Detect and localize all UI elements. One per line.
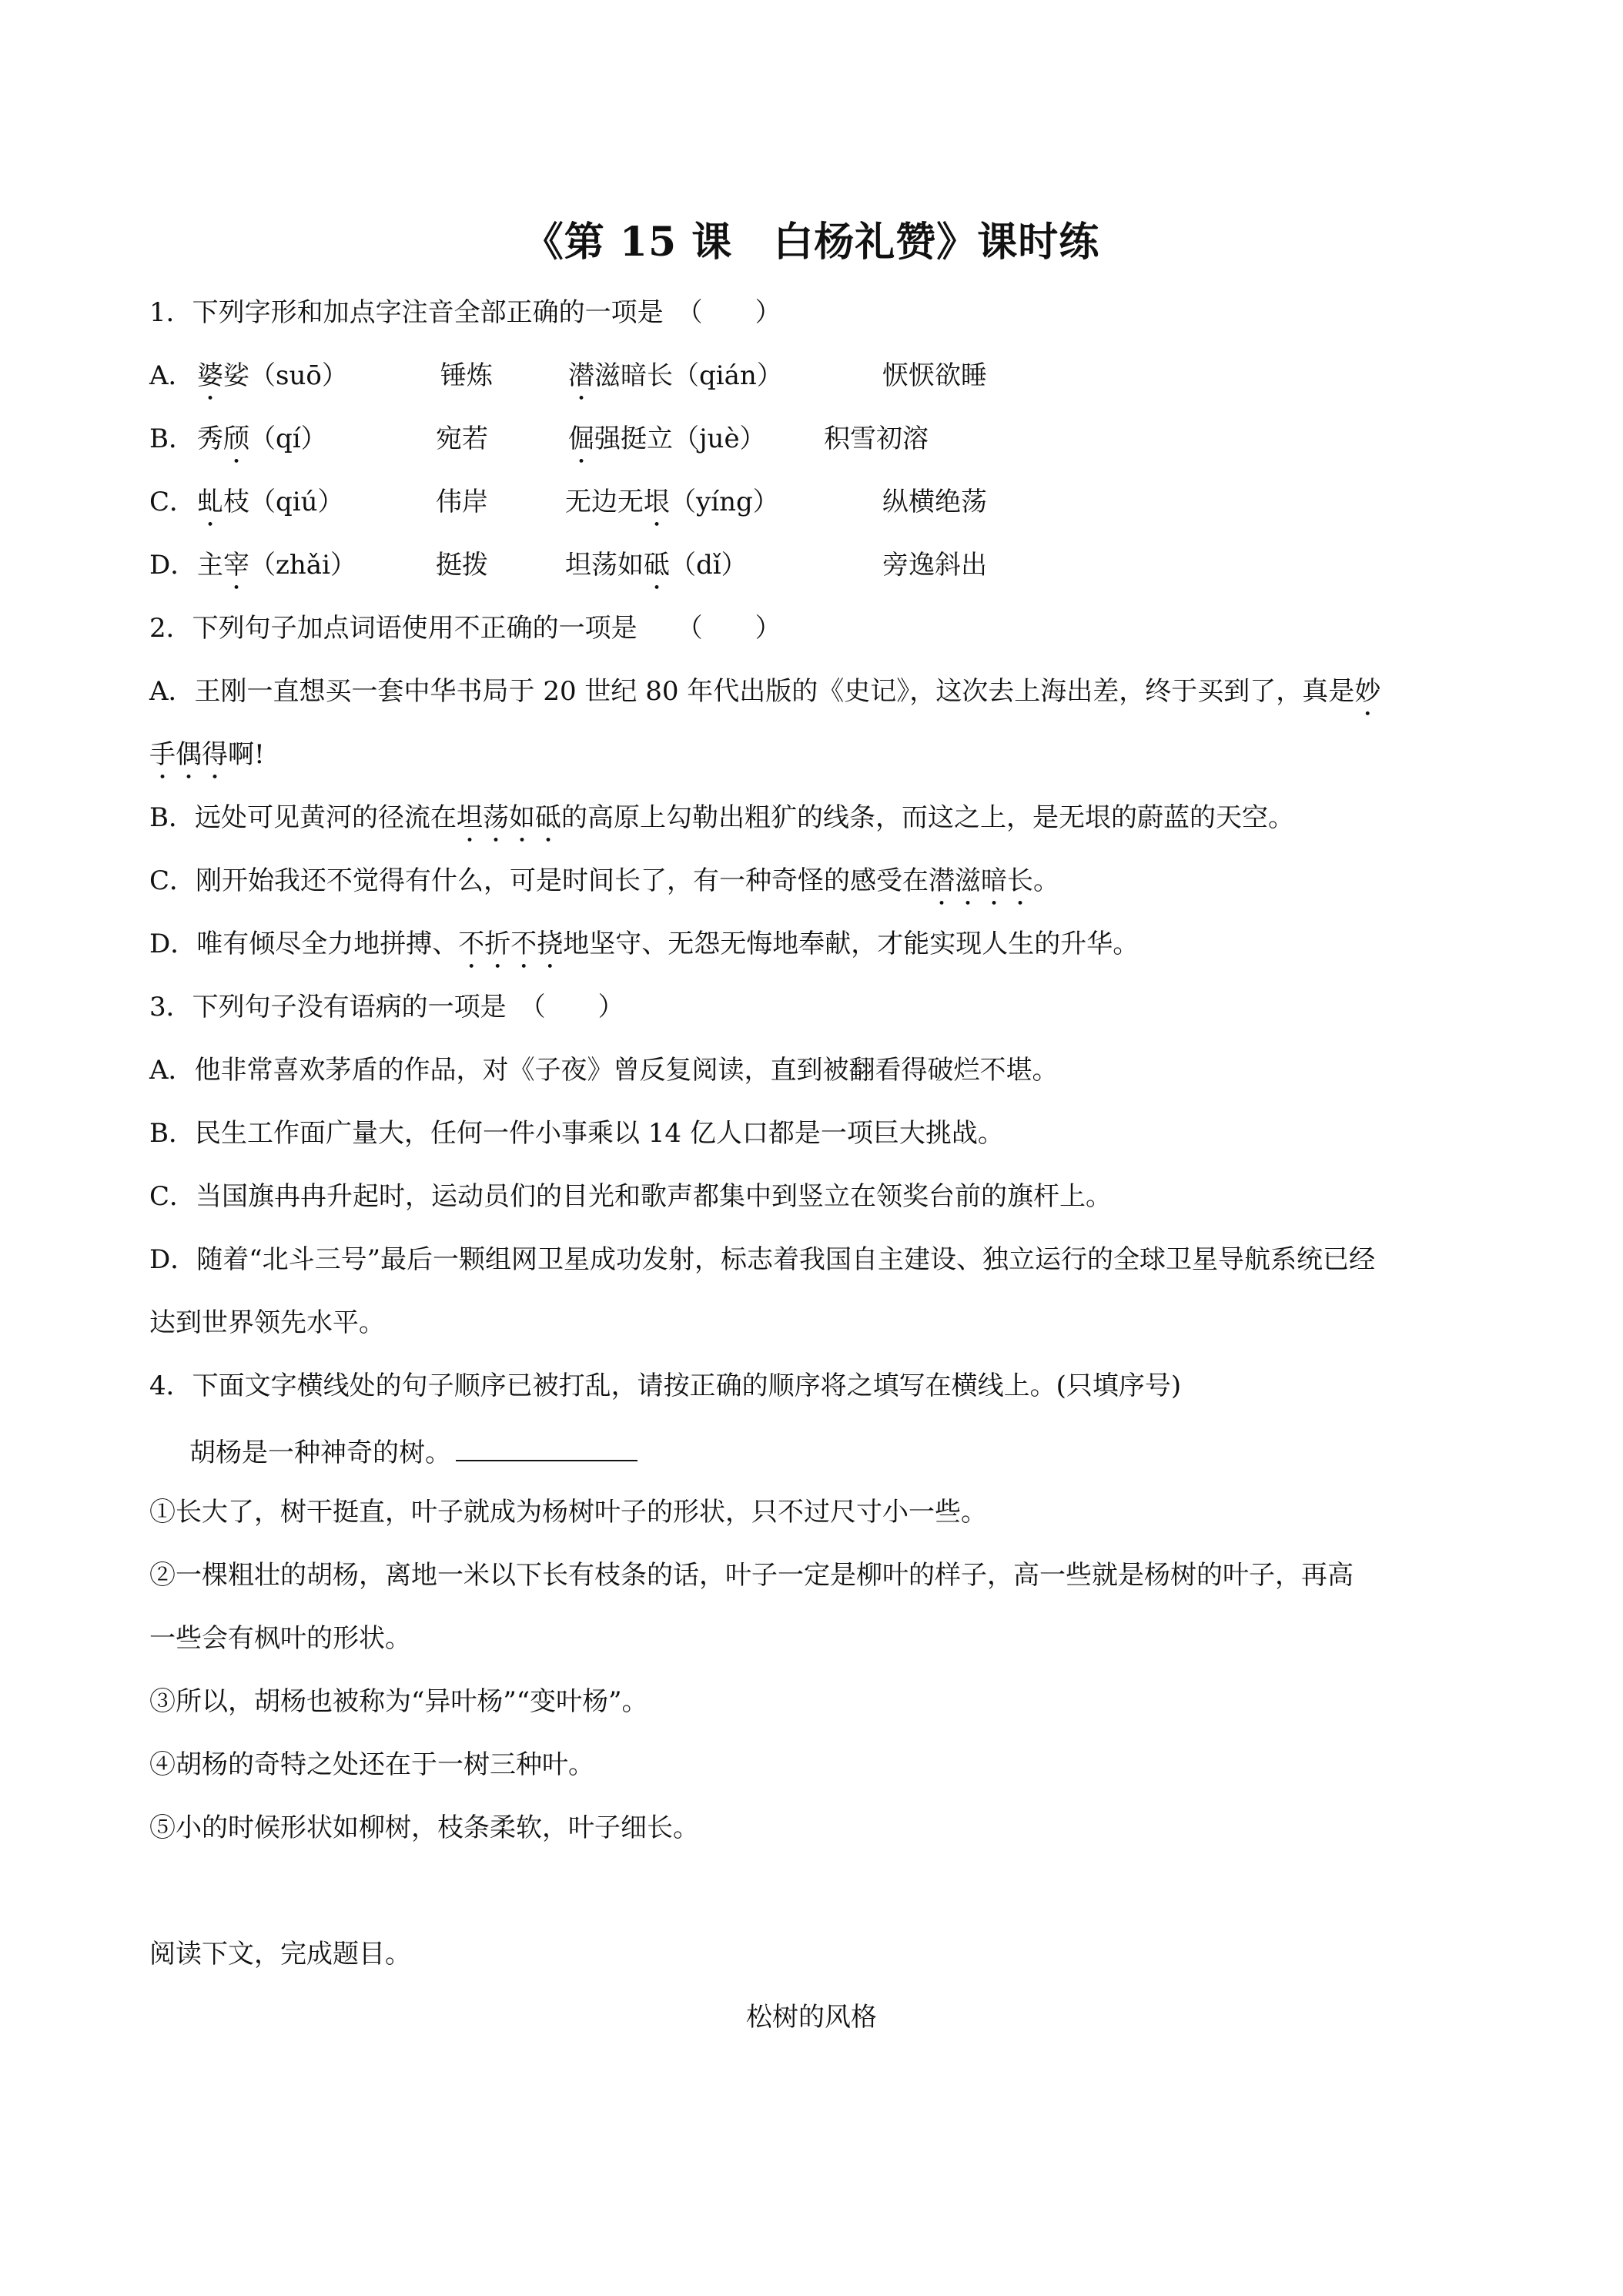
option-word-3: 倔强挺立（juè）	[568, 423, 766, 454]
option-word-3: 潜滋暗长（qián）	[568, 360, 783, 391]
dotted-char: 宰	[223, 550, 249, 581]
option-word-1: 婆娑（suō）	[197, 360, 348, 391]
q4-sentence-1: ①长大了，树干挺直，叶子就成为杨树叶子的形状，只不过尺寸小一些。	[149, 1497, 987, 1528]
option-word-2: 伟岸	[436, 487, 488, 517]
option-label: B．	[149, 423, 195, 454]
option-word-1: 秀颀（qí）	[197, 423, 327, 454]
q3-option-d-line2: 达到世界领先水平。	[149, 1307, 385, 1338]
q2-option-a-line1: A．王刚一直想买一套中华书局于 20 世纪 80 年代出版的《史记》，这次去上海出差，终于买到了，真是妙	[149, 676, 1381, 707]
option-word-4: 纵横绝荡	[882, 487, 987, 517]
reading-intro: 阅读下文，完成题目。	[149, 1939, 411, 1970]
q3-stem: 3．下列句子没有语病的一项是 （ ）	[149, 992, 624, 1022]
dotted-text: 不折不挠	[458, 929, 564, 959]
q4-sentence-4: ④胡杨的奇特之处还在于一树三种叶。	[149, 1749, 594, 1780]
option-word-1: 虬枝（qiú）	[197, 487, 344, 517]
q4-sentence-2-line2: 一些会有枫叶的形状。	[149, 1623, 411, 1654]
option-word-2: 锤炼	[440, 360, 493, 391]
q1-stem: 1．下列字形和加点字注音全部正确的一项是 （ ）	[149, 297, 781, 328]
dotted-text: 妙	[1354, 676, 1381, 707]
dotted-char: 砥	[644, 550, 670, 581]
dotted-text: 手偶得	[149, 739, 228, 770]
option-word-2: 宛若	[436, 423, 488, 454]
q1-option-d	[149, 548, 1535, 582]
option-word-4: 旁逸斜出	[882, 550, 987, 581]
q4-sentence-2-line1: ②一棵粗壮的胡杨，离地一米以下长有枝条的话，叶子一定是柳叶的样子，高一些就是杨树的叶子，再高	[149, 1560, 1354, 1591]
q4-sentence-3: ③所以，胡杨也被称为“异叶杨”“变叶杨”。	[149, 1686, 648, 1717]
option-word-3: 坦荡如砥（dǐ）	[565, 550, 748, 581]
dotted-char: 倔	[568, 423, 594, 454]
dotted-char: 婆	[197, 360, 223, 391]
q3-option-b: B．民生工作面广量大，任何一件小事乘以 14 亿人口都是一项巨大挑战。	[149, 1118, 1004, 1149]
option-label: D．	[149, 550, 197, 581]
option-label: A．	[149, 360, 195, 391]
option-label: C．	[149, 487, 196, 517]
dotted-char: 潜	[568, 360, 594, 391]
q2-option-a-line2: 手偶得啊!	[149, 739, 265, 770]
dotted-char: 垠	[644, 487, 670, 517]
option-word-4: 恹恹欲睡	[882, 360, 987, 391]
option-word-2: 挺拨	[436, 550, 488, 581]
q2-option-b: B．远处可见黄河的径流在坦荡如砥的高原上勾勒出粗犷的线条，而这之上，是无垠的蔚蓝的天空。	[149, 802, 1294, 833]
q3-option-d-line1: D．随着“北斗三号”最后一颗组网卫星成功发射，标志着我国自主建设、独立运行的全球卫星导航系统已经	[149, 1244, 1376, 1275]
page-title: 《第 15 课 白杨礼赞》课时练	[523, 219, 1100, 266]
dotted-text: 坦荡如砥	[457, 802, 561, 833]
dotted-char: 颀	[223, 423, 249, 454]
dotted-char: 虬	[197, 487, 223, 517]
q4-stem: 4．下面文字横线处的句子顺序已被打乱，请按正确的顺序将之填写在横线上。(只填序号)	[149, 1371, 1182, 1401]
option-word-1: 主宰（zhǎi）	[197, 550, 356, 581]
q4-lead: 胡杨是一种神奇的树。	[189, 1432, 637, 1470]
q2-option-c: C．刚开始我还不觉得有什么，可是时间长了，有一种奇怪的感受在潜滋暗长。	[149, 865, 1060, 896]
q1-option-b	[149, 422, 1535, 456]
q1-option-a	[149, 359, 1535, 393]
q3-option-a: A．他非常喜欢茅盾的作品，对《子夜》曾反复阅读，直到被翻看得破烂不堪。	[149, 1055, 1059, 1086]
q2-option-d: D．唯有倾尽全力地拼搏、不折不挠地坚守、无怨无悔地奉献，才能实现人生的升华。	[149, 929, 1139, 959]
option-word-3: 无边无垠（yíng）	[565, 487, 779, 517]
q2-stem: 2．下列句子加点词语使用不正确的一项是 （ ）	[149, 613, 781, 644]
q4-sentence-5: ⑤小的时候形状如柳树，枝条柔软，叶子细长。	[149, 1812, 699, 1843]
q1-option-c	[149, 485, 1535, 519]
dotted-text: 潜滋暗长	[929, 865, 1034, 896]
answer-blank[interactable]	[456, 1432, 637, 1461]
option-word-4: 积雪初溶	[824, 423, 929, 454]
q3-option-c: C．当国旗冉冉升起时，运动员们的目光和歌声都集中到竖立在领奖台前的旗杆上。	[149, 1181, 1113, 1212]
passage-title: 松树的风格	[746, 2002, 877, 2033]
